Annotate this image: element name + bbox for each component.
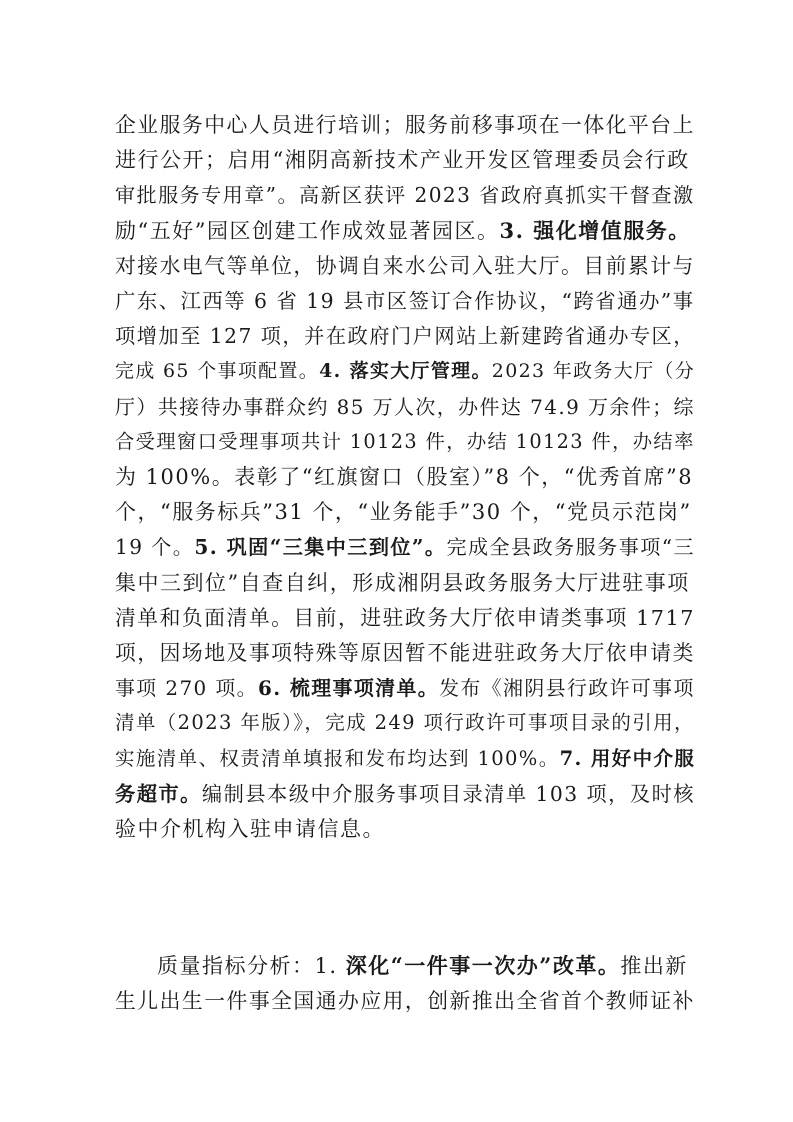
text-run: 审批服务专用章”。高新区获评 2023 省政府真抓实干督查激 xyxy=(115,183,695,208)
bold-heading-run: 务超市。 xyxy=(115,781,202,806)
text-run: 企业服务中心人员进行培训；服务前移事项在一体化平台上 xyxy=(115,113,695,137)
text-run: 个，“服务标兵”31 个，“业务能手”30 个，“党员示范岗” xyxy=(115,500,692,525)
text-run: 励“五好”园区创建工作成效显著园区。 xyxy=(115,218,500,243)
text-run: 完成 65 个事项配置。 xyxy=(115,360,320,383)
bold-heading-run: 5. 巩固“三集中三到位”。 xyxy=(194,535,447,560)
text-line xyxy=(115,216,695,246)
text-line xyxy=(115,462,695,492)
text-line xyxy=(115,638,695,668)
text-run: 编制县本级中介服务事项目录清单 103 项，及时核 xyxy=(201,781,696,806)
text-run: 厅）共接待办事群众约 85 万人次，办件达 74.9 万余件；综 xyxy=(115,394,695,419)
text-line xyxy=(115,392,695,422)
text-line xyxy=(115,356,695,386)
text-run: 进行公开；启用“湘阴高新技术产业开发区管理委员会行政 xyxy=(115,148,690,173)
text-run: 事项 270 项。 xyxy=(115,677,258,701)
text-run: 验中介机构入驻申请信息。 xyxy=(115,817,385,841)
text-line xyxy=(115,286,695,316)
text-run: 项，因场地及事项特殊等原因暂不能进驻政务大厅依申请类 xyxy=(115,641,695,665)
text-line xyxy=(115,986,695,1016)
text-run: 合受理窗口受理事项共计 10123 件，办结 10123 件，办结率 xyxy=(115,429,695,453)
text-run: 推出新 xyxy=(620,954,688,978)
text-line xyxy=(115,673,695,704)
text-line xyxy=(157,951,697,981)
text-run: 为 100%。表彰了“红旗窗口（股室）”8 个，“优秀首席”8 xyxy=(115,465,694,489)
text-line xyxy=(115,321,695,351)
text-line xyxy=(115,180,695,210)
text-line xyxy=(115,779,695,809)
text-run: 19 个。 xyxy=(115,535,195,560)
text-line xyxy=(115,427,695,457)
text-run: 2023 年政务大厅（分 xyxy=(491,360,696,383)
text-run: 完成全县政务服务事项“三 xyxy=(446,535,696,560)
text-run: 清单和负面清单。目前，进驻政务大厅依申请类事项 1717 xyxy=(115,605,695,630)
text-line xyxy=(115,110,695,140)
text-run: 清单（2023 年版）》，完成 249 项行政许可事项目录的引用， xyxy=(115,711,695,735)
bold-heading-run: 7. 用好中介服 xyxy=(559,746,696,770)
text-run: 发布《湘阴县行政许可事项 xyxy=(439,677,695,701)
text-line xyxy=(115,145,695,175)
text-line xyxy=(115,251,695,281)
bold-heading-run: 深化“一件事一次办”改革。 xyxy=(345,953,621,978)
text-line xyxy=(115,603,695,633)
text-line xyxy=(115,744,695,774)
bold-heading-run: 3. 强化增值服务。 xyxy=(499,217,691,243)
text-run: 生儿出生一件事全国通办应用，创新推出全省首个教师证补 xyxy=(115,989,695,1014)
text-run: 集中三到位”自查自纠，形成湘阴县政务服务大厅进驻事项 xyxy=(115,570,690,595)
text-line xyxy=(115,532,695,562)
text-line xyxy=(115,568,695,598)
text-run: 质量指标分析：1. xyxy=(157,954,346,978)
text-run: 实施清单、权责清单填报和发布均达到 100%。 xyxy=(115,746,560,770)
text-line xyxy=(115,497,695,527)
text-line xyxy=(115,708,695,738)
text-run: 对接水电气等单位，协调自来水公司入驻大厅。目前累计与 xyxy=(115,253,695,278)
bold-heading-run: 4. 落实大厅管理。 xyxy=(319,360,492,383)
bold-heading-run: 6. 梳理事项清单。 xyxy=(257,676,440,701)
text-run: 广东、江西等 6 省 19 县市区签订合作协议，“跨省通办”事 xyxy=(115,289,695,313)
text-line xyxy=(115,814,695,844)
text-run: 项增加至 127 项，并在政府门户网站上新建跨省通办专区， xyxy=(115,324,695,349)
